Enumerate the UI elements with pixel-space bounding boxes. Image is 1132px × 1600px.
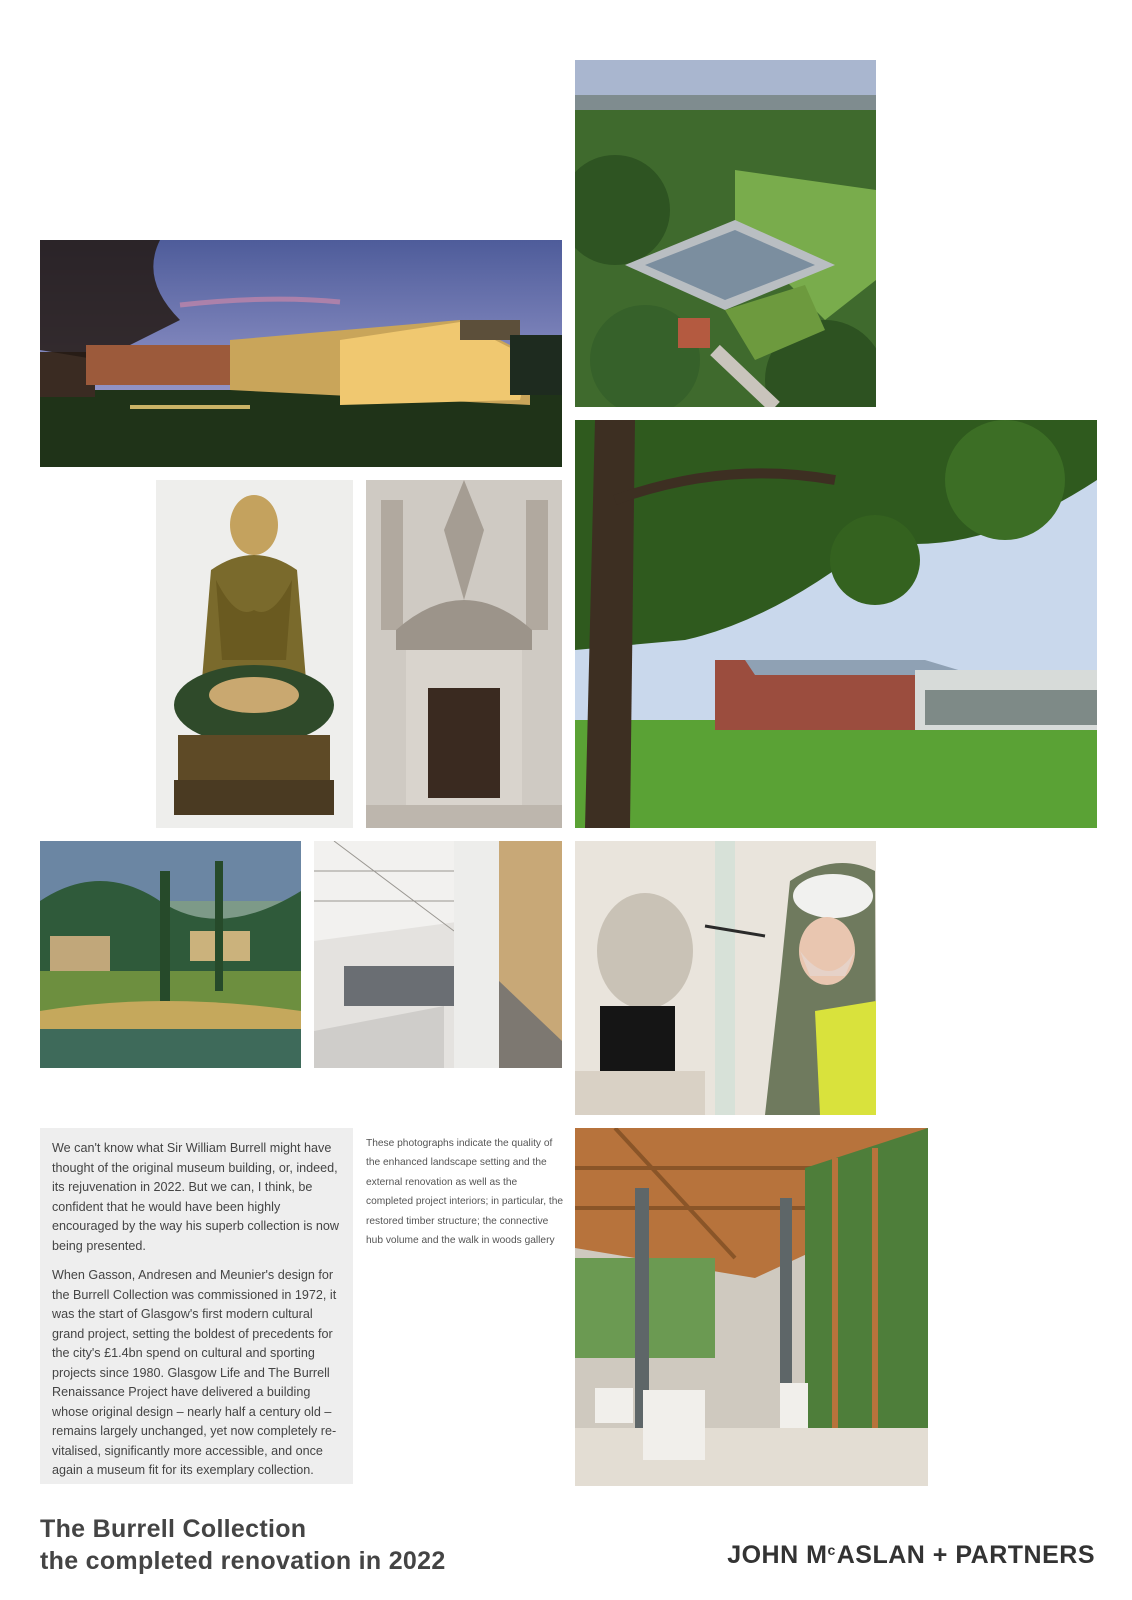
- page-title: [40, 1513, 446, 1577]
- title-line-1: The Burrell Collection: [40, 1515, 307, 1543]
- photo-statue: [156, 480, 353, 828]
- photo-woods-gallery: [575, 1128, 928, 1486]
- photo-painting: [40, 841, 301, 1068]
- body-text-panel: [40, 1128, 353, 1484]
- title-line-2: the completed renovation in 2022: [40, 1547, 446, 1575]
- photo-conservator: [575, 841, 876, 1115]
- photo-stone-portal: [366, 480, 562, 828]
- brand-sup: c: [827, 1542, 836, 1558]
- brand-post: ASLAN + PARTNERS: [836, 1541, 1095, 1569]
- photo-night-exterior: [40, 240, 562, 467]
- photo-tree-exterior: [575, 420, 1097, 828]
- brand-logo: [727, 1541, 1095, 1570]
- body-paragraph-1: We can't know what Sir William Burrell might have thought of the original museum building, or, indeed, its rejuvenation in 2022. But we can, I think, be confident that he would have been highly encouraged by the way his superb collection is now being presented.: [52, 1141, 340, 1253]
- body-paragraph-2: When Gasson, Andresen and Meunier's design for the Burrell Collection was commissioned in 1972, it was the start of Glasgow's first modern cultural grand project, setting the boldest of precedents for the city's £1.4bn spend on cultural and sporting projects since 1980. Glasgow Life and The Burrell Renaissance Project have delivered a building whose original design – nearly half a century old – remains largely unchanged, yet now completely re-vitalised, significantly more accessible, and once again a museum fit for its exemplary collection.: [52, 1268, 337, 1477]
- photo-caption: These photographs indicate the quality of the enhanced landscape setting and the external renovation as well as the completed project interiors; in particular, the restored timber structure; the connective hub volume and the walk in woods gallery: [366, 1138, 564, 1247]
- brand-pre: JOHN M: [727, 1541, 828, 1569]
- photo-aerial: [575, 60, 876, 407]
- photo-hub-interior: [314, 841, 562, 1068]
